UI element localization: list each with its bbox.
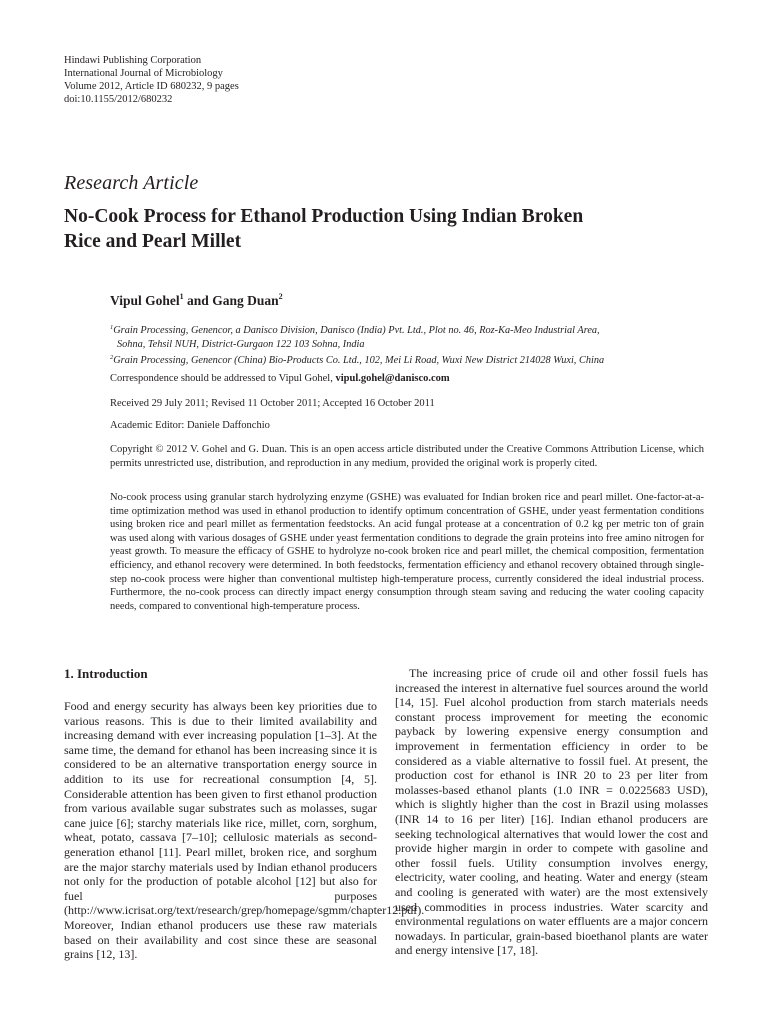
- publisher-header: [64, 54, 239, 106]
- author-1: Vipul Gohel: [110, 293, 180, 308]
- article-title: [64, 204, 724, 254]
- author-list: [110, 292, 283, 309]
- correspondence: [110, 373, 450, 384]
- affiliation-2: [110, 351, 720, 368]
- correspondence-text: Correspondence should be addressed to Vipul Gohel,: [110, 373, 336, 384]
- publisher-name: Hindawi Publishing Corporation: [64, 55, 202, 66]
- left-column: [64, 666, 425, 962]
- abstract: No-cook process using granular starch hydrolyzing enzyme (GSHE) was evaluated for Indian broken rice and pearl millet. One-factor-at-a-time optimization method was used in ethanol production to identify optimum concentration of GSHE, under yeast fermentation conditions using broken rice and pearl millet as fermentation feedstocks. An acid fungal protease at a concentration of 0.2 kg per metric ton of grain was used along with various dosages of GSHE under yeast fermentation conditions to degrade the grain proteins into free amino nitrogen for yeast growth. To measure the efficacy of GSHE to hydrolyze no-cook broken rice and pearl millet, the chemical composition, fermentation efficiency, and ethanol recovery were determined. In both feedstocks, fermentation efficiency and ethanol recovery obtained through single-step no-cook process were higher than conventional multistep high-temperature process, currently considered the ideal industrial process. Furthermore, the no-cook process can directly impact energy consumption through steam saving and reducing the water cooling capacity needs, compared to conventional high-temperature process.: [110, 492, 704, 612]
- right-column: [395, 666, 708, 958]
- author-1-affiliation-mark: 1: [179, 292, 184, 301]
- title-line-2: Rice and Pearl Millet: [64, 231, 242, 252]
- author-2: Gang Duan: [212, 293, 279, 308]
- copyright-notice: Copyright © 2012 V. Gohel and G. Duan. This is an open access article distributed under the Creative Commons Attribution License, which permits unrestricted use, distribution, and reproduction in any medium, provided the original work is properly cited.: [110, 444, 704, 469]
- doi: doi:10.1155/2012/680232: [64, 94, 173, 105]
- affiliation-1-line-1: Grain Processing, Genencor, a Danisco Division, Danisco (India) Pvt. Ltd., Plot no. 46, Roz-Ka-Meo Industrial Area,: [113, 325, 600, 336]
- affiliation-2-line-1: Grain Processing, Genencor (China) Bio-Products Co. Ltd., 102, Mei Li Road, Wuxi New District 214028 Wuxi, China: [113, 355, 605, 366]
- volume-info: Volume 2012, Article ID 680232, 9 pages: [64, 81, 239, 92]
- author-2-affiliation-mark: 2: [278, 292, 283, 301]
- introduction-paragraph-2: The increasing price of crude oil and other fossil fuels has increased the interest in alternative fuel sources around the world [14, 15]. Fuel alcohol production from starch materials needs constant process improvement for meeting the economic payback by lowering expensive energy consumption and improvement in fermentation efficiency in order to be considered as a viable alternative to fossil fuel. At present, the production cost for ethanol is INR 20 to 23 per liter from molasses-based ethanol plants (1.0 INR = 0.0225683 USD), which is slightly higher than the cost in Brazil using molasses (INR 14 to 16 per liter) [16]. Indian ethanol producers are seeking technological alternatives that would lower the cost and provide higher margin in order to compete with gasoline and other fossil fuels. Utility consumption involves energy, electricity, water cooling, and heating. Water and energy (steam and cooling is generated with water) are the most extensively used commodities in process industries. Water scarcity and environmental regulations on water effluents are a major concern nowadays. In particular, grain-based bioethanol plants are water and energy intensive [17, 18].: [395, 666, 708, 958]
- article-type: Research Article: [64, 172, 199, 194]
- introduction-paragraph-1: Food and energy security has always been key priorities due to various reasons. This is due to their limited availability and increasing demand with ever increasing population [1–3]. At the same time, the demand for ethanol has been increasing since it is considered to be an alternative transportation energy source in addition to its use for recreational consumption [4, 5]. Considerable attention has been given to first ethanol production from various available sugar substrates such as molasses, sugar cane juice [6]; starchy materials like rice, millet, corn, sorghum, wheat, potato, cassava [7–10]; cellulosic materials as second-generation ethanol [11]. Pearl millet, broken rice, and sorghum are the major starchy materials used by Indian ethanol producers not only for the production of potable alcohol [12] but also for fuel purposes (http://www.icrisat.org/text/research/grep/homepage/sgmm/chapter12.pdf). Moreover, Indian ethanol producers use these raw materials based on their availability and cost since these are seasonal grains [12, 13].: [64, 699, 425, 962]
- journal-name: International Journal of Microbiology: [64, 68, 223, 79]
- affiliation-2-mark: 2: [110, 354, 114, 361]
- academic-editor: Academic Editor: Daniele Daffonchio: [110, 420, 270, 431]
- affiliation-1: [110, 321, 720, 338]
- section-heading-introduction: 1. Introduction: [64, 666, 148, 681]
- article-dates: Received 29 July 2011; Revised 11 October 2011; Accepted 16 October 2011: [110, 398, 435, 409]
- author-conjunction: and: [183, 293, 213, 308]
- affiliation-1-line-2: Sohna, Tehsil NUH, District-Gurgaon 122 103 Sohna, India: [117, 338, 365, 350]
- affiliations: [110, 321, 720, 368]
- title-line-1: No-Cook Process for Ethanol Production Using Indian Broken: [64, 206, 584, 227]
- correspondence-email-link[interactable]: vipul.gohel@danisco.com: [335, 373, 450, 384]
- affiliation-1-mark: 1: [110, 324, 114, 331]
